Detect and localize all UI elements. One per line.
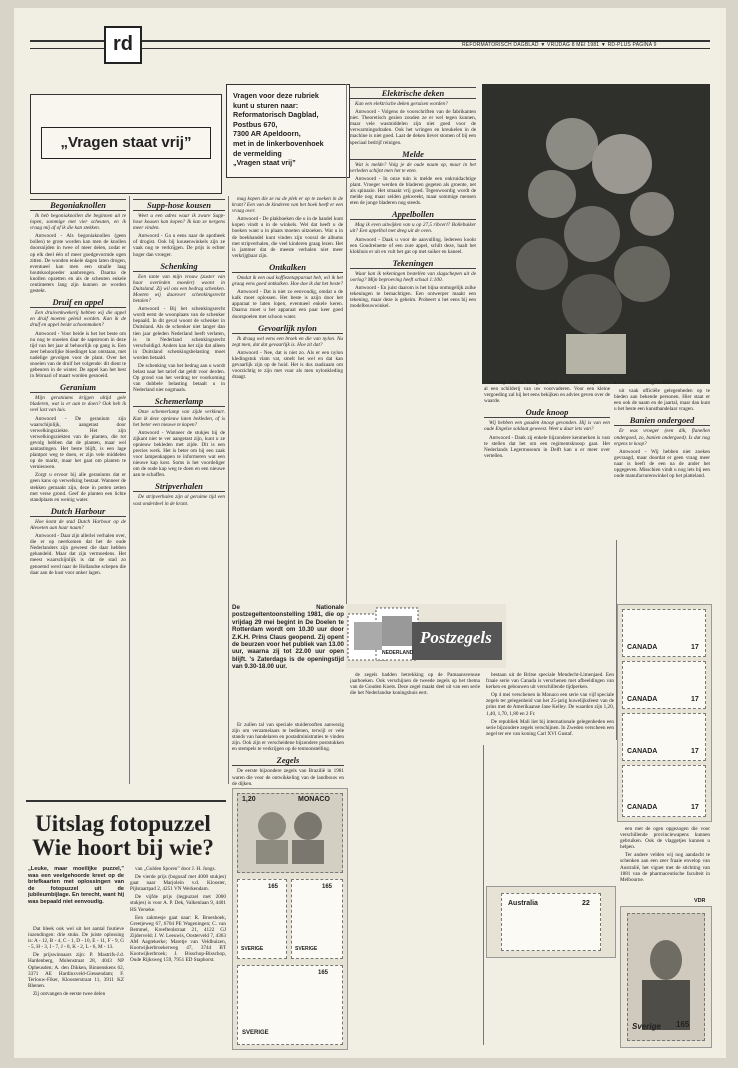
- postzegels-body-3: [486, 672, 614, 872]
- heading-appelbollen: Appelbollen: [350, 209, 476, 220]
- answer-text: Antwoord - Als begoniaknollen (geen bollen) te grote worden kan men de knollen doorsnijden in twee of meer delen, zodat er op elk deel één of meer goedgevormde ogen zitten. De wonden enkele dagen laten drogen, eventueel kan men een smalle laag houtskoolpoeder aanbrengen. Daarna de knollen opzetten en als de scheuten enkele centimeters lang zijn kunnen ze worden gestekt.: [30, 233, 126, 295]
- body-text: De vijfde prijs (legpuzzel met 2000 stukjes) is voor A. P. Dek, Valkenlaan 9, 4401 HS Yerseke.: [130, 894, 226, 913]
- sverige-stamp: [291, 879, 343, 959]
- heading-banien-ondergoed: Banien ondergoed: [614, 415, 710, 426]
- question-text: Onze schemerlamp van zijde verkleurt. Kan ik deze opnieuw laten bekleden, of is het beter een nieuwe te kopen?: [133, 409, 225, 428]
- stamp-country: SVERIGE: [242, 1030, 269, 1036]
- answer-text: Antwoord - Ga u eens naar de apotheek of drogist. Ook bij kousenwinkels zijn ze vaak nog te verkrijgen. De prijs is echter hoger dan vroeger.: [133, 233, 225, 258]
- author-signature: VDR: [694, 898, 706, 904]
- stamp-value: 17: [691, 804, 699, 811]
- body-text: de zegels hadden betrekking op de Pamaansvenuse jaarboeken. Ook verschijnen de tweede zegels op het thema van de Gouden Koets. Deze zegel maakt deel uit van een serie die het Nederlandse koningshuis eert.: [350, 672, 480, 697]
- question-text: Hoe komt de stad Dutch Harbour op de Aleoeten aan haar naam?: [30, 518, 126, 531]
- stamp-value: 165: [318, 970, 329, 976]
- address-line: 7300 AR Apeldoorn,: [233, 129, 301, 139]
- monaco-stamp: [237, 793, 343, 873]
- answer-text: Antwoord - De plakboeken die u in de handel kunt kopen vindt u in de winkels. Wel dat heeft u de boeken want u in plaats moeten uitzoeken. Wat u in de boekhandel kunt vinden zijn vooral de albums met stripverhalen, die veel kinderen graag lezen. Het is jammer dat de meeste verhalen niet meer verkrijgbaar zijn.: [232, 216, 343, 259]
- address-line: de vermelding: [233, 148, 282, 158]
- sverige-portrait-stamp: [627, 913, 705, 1041]
- stamp-value: 22: [582, 900, 590, 907]
- puzzle-title-line: Uitslag fotopuzzel: [35, 811, 211, 836]
- body-text: Ter andere velden wij nog aandacht te schenken aan een zeer fraaie envelop van Australië, het vignet met de stichting van 1881 van de pharmaceutische faculteit in Melbourne.: [620, 852, 710, 883]
- address-line: Postbus 670,: [233, 119, 278, 129]
- question-text: Ik heb begoniaknollen die beginnen uit te lopen, sommige met vier scheuten, en ik vraag mij af of ik die kan stekken.: [30, 213, 126, 232]
- question-text: De stripverhalen zijn al geruime tijd een vast onderdeel in de krant.: [133, 494, 225, 507]
- answer-text: Antwoord - Volgens de voorschriften van de fabrikanten niet. Theoretisch gezien zouden ze er wel tegen kunnen, maar vele wasmiddelen zijn niet goed voor de verwarmingsdraden. Ook het wringen en kreukelen in de machine is niet goed. Laat de deken liever stomen of bij een speciaal bedrijf reinigen.: [350, 109, 476, 146]
- column-1: [30, 196, 126, 786]
- stamp-value: 165: [676, 1020, 690, 1029]
- column-5: [484, 380, 610, 540]
- puzzle-title-line: Wie hoort bij wie?: [32, 835, 214, 860]
- heading-dutch-harbour: Dutch Harbour: [30, 506, 126, 517]
- geranium-illustration: [482, 84, 710, 384]
- stamp-country: CANADA: [627, 696, 658, 703]
- postzegels-title: Postzegels: [420, 628, 492, 647]
- question-text: Wat is melde? Volg je de oude naam op, maar in het verleden schijnt men het te eten.: [350, 161, 476, 174]
- answer-text: Zorgt u ervoor bij alle geraniums dat er geen kans op verwelking bestaat. Wanneer de stekken gemaakt zijn, deze in potten zetten met verse grond. Geef de planten een lichte standplaats en weinig water.: [30, 472, 126, 503]
- body-text: bestaan uit de Britse speciale Mendecht-Limenjaed. Een fraaie serie van Canada is verschenen met afbeeldingen van kerken en gebouwen uit verschillende tijdperken.: [486, 672, 614, 691]
- question-text: Een druivenkwekerij hebben wij die appel en druif moeten geleid worden. Kan ik de druif en appel beide schoonmaken?: [30, 310, 126, 329]
- stamp-value: 17: [691, 748, 699, 755]
- question-text: Weet u een adres waar ik zware Supp-hose kousen kan kopen? Ik kan ze nergens meer vinden.: [133, 213, 225, 232]
- column-rule: [129, 196, 130, 784]
- monaco-sverige-stamps: [232, 788, 348, 1050]
- masthead-date-line: REFORMATORISCH DAGBLAD ▼ VRIJDAG 8 MEI 1981 ▼ RD-PLUS PAGINA 9: [462, 42, 657, 48]
- question-text: Mag ik even uitwijken van u op 27,5 ribcerl? Bollebuiker uit? Een appelbol met deeg uit de oven.: [350, 222, 476, 235]
- heading-schemerlamp: Schemerlamp: [133, 396, 225, 407]
- nederland-label: NEDERLAND: [382, 650, 414, 656]
- address-line: Vragen voor deze rubriek: [233, 91, 319, 100]
- column-6: [614, 380, 710, 540]
- answer-text: Antwoord - En juist daarom is het bijna onmogelijk zulke tekeningen te bemachtigen. Een ontwerper maakt een tekening, maar deze is geheim. Probeert u het eens bij een modelbouwwinkel.: [350, 284, 476, 310]
- body-text: een met de ogen opgezogen die voor verschillende provinciewapens kunnen gebruiken. Ook de vlaggetjes kunnen u helpen.: [620, 826, 710, 851]
- answer-text: Antwoord - In onze tuin is melde een onkruidachtige plant. Vroeger werden de bladeren gegeten als groente, net als spinazie. Het smaakt vrij goed. Tegenwoordig wordt de melde nog maar zelden gekweekt, maar sommige mensen eten de jonge bladeren nog steeds.: [350, 175, 476, 207]
- heading-schenking: Schenking: [133, 261, 225, 272]
- stamp-country: SVERIGE: [295, 946, 318, 952]
- question-text: Mijn geraniums krijgen altijd gele bladeren, wat is er aan te doen? Ook heb ik veel last van luis.: [30, 395, 126, 414]
- stamp-country: SVERIGE: [241, 946, 264, 952]
- answer-text: Antwoord - Bij het schenkingsrecht wordt eerst de woonplaats van de schenker bepaald. In dit geval woont de schenker in Duitsland. Als de schenker niet langer dan tien jaar geleden Nederland heeft verlaten, is in Nederland schenkingsrecht verschuldigd. Anders kan het zijn dat alleen in Duitsland schenkingsbelasting moet worden betaald.: [133, 306, 225, 361]
- address-box: [226, 84, 350, 178]
- stamp-country: CANADA: [627, 644, 658, 651]
- column-2: [133, 196, 225, 786]
- question-text: Wij hebben een gouden knoop gevonden. Hij is van een oude Engelse soldaat geweest. Weet u daar iets van?: [484, 420, 610, 433]
- body-text: Dat bleek ook wel uit het aantal foutieve inzendingen: drie stuks. De juiste oplossing is: A - 12, B - 4, C - 1, D - 10, E - 11, F - 9, G - 5, H - 3, I - 7, J - 8, K - 2, L - 6, M - 13.: [28, 926, 124, 951]
- body-text: De republiek Mali liet bij internationale gelegenheden een serie bijzondere zegels verschijnen. In Zweden verscheen een zegel ter ere van koning Carl XVI Gustaf.: [486, 718, 614, 737]
- column-3: [232, 196, 343, 596]
- answer-text: Antwoord - Dat is niet zo eenvoudig, omdat u de kalk moet oplossen. Het beste is azijn door het apparaat te laten lopen, eventueel enkele keren. Daarna moet u het apparaat een paar keer goed doorspoelen met schoon water.: [232, 289, 343, 320]
- stamp-value: 17: [691, 696, 699, 703]
- body-text: De eerste bijzondere zegels van Brazilië in 1981 waren die voor de ontwikkeling van de landbouw en de dijken.: [232, 768, 344, 786]
- stamp-country: Sverige: [632, 1022, 661, 1031]
- puzzle-lead-text: „Leuke, maar moeilijke puzzel,” was een veelgehoorde kreet op de briefkaarten met oplossingen van de fotopuzzel uit de jubileumbijlage. En terecht, want hij was bepaald niet eenvoudig.: [28, 866, 124, 905]
- stamp-value: 165: [322, 884, 333, 890]
- answer-text: Antwoord - Daak u voor de aanvulling. Iedereen kookt een Goudreinette of een zure appel, schilt deze, haalt het klokhuis er uit en vult het gat op met suiker en kaneel.: [350, 236, 476, 255]
- stamp-value: 17: [691, 644, 699, 651]
- body-text: Op 4 mei verschenen in Monaco een serie van vijf speciale zegels ter gelegenheid van het 25-jarig huwelijksfeest van de prins met de Amerikaanse Jane Kelley. De waarden zijn 1,20, 1,40, 1,70, 1,80 en 2 Fr.: [486, 692, 614, 717]
- postzegels-body-1: [232, 722, 344, 786]
- canada-stamps-box: [617, 604, 712, 822]
- canada-stamp: [622, 765, 706, 817]
- heading-begoniaknollen: Begoniaknollen: [30, 199, 126, 211]
- puzzle-col-1: [28, 926, 124, 1046]
- postzegels-lead-text: De Nationale postzegeltentoonstelling 1981, die op vrijdag 29 mei begint in De Doelen te Rotterdam wordt om 10.30 uur door Z.K.H. Prins Claus geopend. Zij opent de beurzen voor het publiek van 13.00 uur, waarna zij tot 22.00 uur open blijft. 's Zaterdags is de openingstijd van 9.30-18.00 uur.: [232, 604, 344, 671]
- body-text: uit vaak officiële gelegenheden op te bieden aan bekende personen. Hier staat er een ook de naam en de jaartal, maar dan kunt u het beste een kunsthandelaar vragen.: [614, 388, 710, 413]
- question-text: Omdat ik een oud koffiezetapparaat heb, wil ik het graag eens goed ontkalken. Hoe doe ik dat het beste?: [232, 274, 343, 288]
- answer-text: Antwoord - Daar zijn allerlei verhalen over, die er op neerkomen dat het de oude Nederlanders zijn geweest die daar hebben gehandeld. Maar dat zijn vermoedens. Het meest waarschijnlijk is dat de stad zo genoemd werd naar de Hollandse schepen die daar aan de kust voor anker lagen.: [30, 533, 126, 576]
- rd-logo: rd: [104, 26, 142, 64]
- question-text: Waar kan ik tekeningen bestellen van slagschepen uit de oorlog? Mijn beproeving heeft schaal 1:100.: [350, 270, 476, 283]
- column-rule: [346, 84, 347, 604]
- stamp-value: 1,20: [242, 796, 256, 803]
- stamp-country: Australia: [508, 900, 538, 907]
- answer-text: Antwoord - Wanneer de stukjes bij de zijkant niet te ver aangetast zijn, kunt u ze opnieuw bekleden met zijde. Dit is een precies werk. Het is beter om bij een zaak voor lampenkappen te informeren wat een nieuwe kap kost. Soms is het voordeliger om de oude kap weg te doen en een nieuwe aan te schaffen.: [133, 429, 225, 479]
- column-4: [350, 84, 476, 604]
- photo-caption: ● Geraniums met gele bladeren: [614, 380, 680, 386]
- column-6-lower: [620, 826, 710, 892]
- body-text: De prijswinnaars zijn: P. Mastrifs-J.d. Hardenberg, Molenstraat 28, 4043 NP Opheusden; A. den Dikken, Binnenskens 62, 3371 AE Hardinxveld-Giessendam; F. Terlouw-Fiker, Kloosterstraat 11, 3911 KZ Rhenen.: [28, 952, 124, 989]
- body-text: De vierde prijs (bogusaf met 4000 stukjes) gaat naar Marjolein v.d. Klooster, Pijlstaartpad 2, 4251 VN Werkendam.: [130, 874, 226, 893]
- body-text: Zij ontvangen de eerste twee delen: [33, 990, 106, 997]
- rubric-title: „Vragen staat vrij”: [41, 127, 211, 159]
- question-text: Ik draag wel eens een broek en die van nylon. Nu zegt men, dat dat gevaarlijk is. Hoe zit dat?: [232, 335, 343, 348]
- column-rule: [483, 745, 484, 1045]
- sverige-portrait-box: [620, 906, 712, 1048]
- answer-text: De schenking van het bedrag aan u wordt belast naar het tarief dat geldt voor derden. Op grond van het verdrag ter voorkoming van dubbele belasting betaalt u in Nederland niet nogmaals.: [133, 362, 225, 394]
- puzzle-col-2: [130, 866, 226, 1046]
- heading-tekeningen: Tekeningen: [350, 258, 476, 269]
- postzegels-lead: [232, 604, 344, 722]
- australia-stamp-box: [486, 886, 616, 958]
- question-text: Een tante van mijn vrouw (zuster van haar overleden moeder) woont in Duitsland. Zij wil ons een bedrag schenken. Moeten wij daarover schenkingsrecht betalen?: [133, 273, 225, 305]
- body-text: Er zullen tal van speciale stuiderooften aanwezig zijn om verzamelaars te bedienen, terwijl er vele stands van handelaren en postadministraties te vinden zijn. Ook zijn er verscheidene bijzondere poststukken en stempels te verkrijgen op de tentoonstelling.: [232, 722, 344, 753]
- puzzle-rule: [26, 800, 226, 802]
- heading-druif-en-appel: Druif en appel: [30, 297, 126, 308]
- body-text: Een zakmesje gaat naar: R. Broeshoek, Greetjeweg 67, 6704 PE Wageningen; C. van Bemmel, Kreeftenlstraat 21, 4122 GJ Zijderveld; J. W. Leeuwis, Oosterveld 7, 4363 AM Aagtekerke; Maretje van Veldhuizen, Kootwijkerbroekerweg 47, 3744 BT Kootwijkerbroek; J. Bisschop-Bisschop, Oude Rijksweg 159, 7951 ED Staphorst.: [130, 914, 226, 964]
- rubric-title-box: [30, 94, 222, 194]
- address-line: kunt u sturen naar:: [233, 100, 299, 110]
- question-text: mag kopen die ze na de plek er op te zoeken in de krant? Een van de kinderen van het boek heeft er een vraag over.: [232, 196, 343, 215]
- body-text: derwerp worden. Vraag daar wie de lezers ooit zijn. Er is al een schilderij van uw voorvaderen. Voor een kleine vergoeding zal hij het eens bekijken en advies geven over de waarde.: [484, 380, 610, 405]
- puzzle-lead: [28, 866, 124, 924]
- postzegels-banner: [346, 604, 506, 668]
- sverige-stamp: [237, 879, 287, 959]
- answer-text: Antwoord - Voor beide is het het beste om nu nog te snoeien daar de sapstroom in deze tijd van het jaar al behoorlijk op gang is. Een zeer behoorlijke bloedinget kan ontstaan, met nadelige gevolgen voor de plant. Over het snoeien van de druif het volgende: dit dient te gebeuren in de winter. De appel kan het best in februari of maart worden gesnoeid.: [30, 330, 126, 380]
- geranium-photo: [482, 84, 710, 384]
- sverige-stamp: [237, 965, 343, 1045]
- address-line: met in de linkerbovenhoek: [233, 138, 324, 148]
- body-text: van „Gulden Sporen” door J. H. Jongs.: [135, 866, 216, 872]
- puzzle-title: [26, 812, 220, 860]
- stamp-country: MONACO: [298, 796, 330, 803]
- heading-ontkalken: Ontkalken: [232, 262, 343, 273]
- stamp-country: CANADA: [627, 748, 658, 755]
- address-line: Reformatorisch Dagblad,: [233, 110, 319, 120]
- heading-melde: Melde: [350, 149, 476, 160]
- question-text: Kan een elektrische deken geruisen worden?: [355, 101, 448, 107]
- heading-oude-knoop: Oude knoop: [484, 407, 610, 418]
- answer-text: Antwoord - Dank zij enkele bijzondere kenmerken is vast te stellen dat het om een regimentsknoop gaat. Het Nederlands Legermuseum in Delft kan u er meer over vertellen.: [484, 434, 610, 459]
- monaco-portraits: [238, 794, 342, 872]
- stamp-country: CANADA: [627, 804, 658, 811]
- answer-text: Antwoord - Nee, dat is niet zo. Als er een nylon kledingstuk vlam vat, smelt het wel en dat kan gevaarlijk zijn op de huid. Het is dus raadzaam om voorzichtig te zijn met vuur als men nylonkleding draagt.: [232, 349, 343, 381]
- heading-gevoarlijk-nylon: Gevoarlijk nylon: [232, 323, 343, 334]
- stamp-value: 165: [268, 884, 279, 890]
- postzegels-body-2: [350, 672, 480, 872]
- canada-stamp: [622, 661, 706, 709]
- answer-text: Antwoord - Wij hebben niet zoeken gevraagd, maar doordat er geen vraag meer naar is heeft de een na de ander het opgegeven. Misschien vindt u nog iets bij een oude manufacturenwinkel op het platteland.: [614, 448, 710, 480]
- heading-geranium: Geranium: [30, 382, 126, 393]
- question-text: Er was vroeger (een dik, flanellen ondergoed, zo, banien ondergoed). Is dat nog ergens te koop?: [614, 428, 710, 447]
- heading-zegels: Zegels: [232, 755, 344, 766]
- answer-text: Antwoord - De geranium zijn waarschijnlijk, aangetast door verwelkingsziekte. Het zijn verwelkingsziekten van de planten, die tot gevolg hebben dat de planten, maar wel aantastingen. Het beste blijft, is een lage plantpot weg te doen, er zijn vele middelen op de markt, maar het gaat om planten te vernieuwen.: [30, 415, 126, 471]
- address-line: „Vragen staat vrij”: [233, 158, 296, 168]
- heading-elektrische-deken: Elektrische deken: [350, 87, 476, 99]
- column-rule: [228, 196, 229, 784]
- australia-stamp: [501, 893, 601, 951]
- heading-stripverhalen: Stripverhalen: [133, 481, 225, 492]
- canada-stamp: [622, 609, 706, 657]
- canada-stamp: [622, 713, 706, 761]
- heading-supp-hose: Supp-hose kousen: [133, 199, 225, 211]
